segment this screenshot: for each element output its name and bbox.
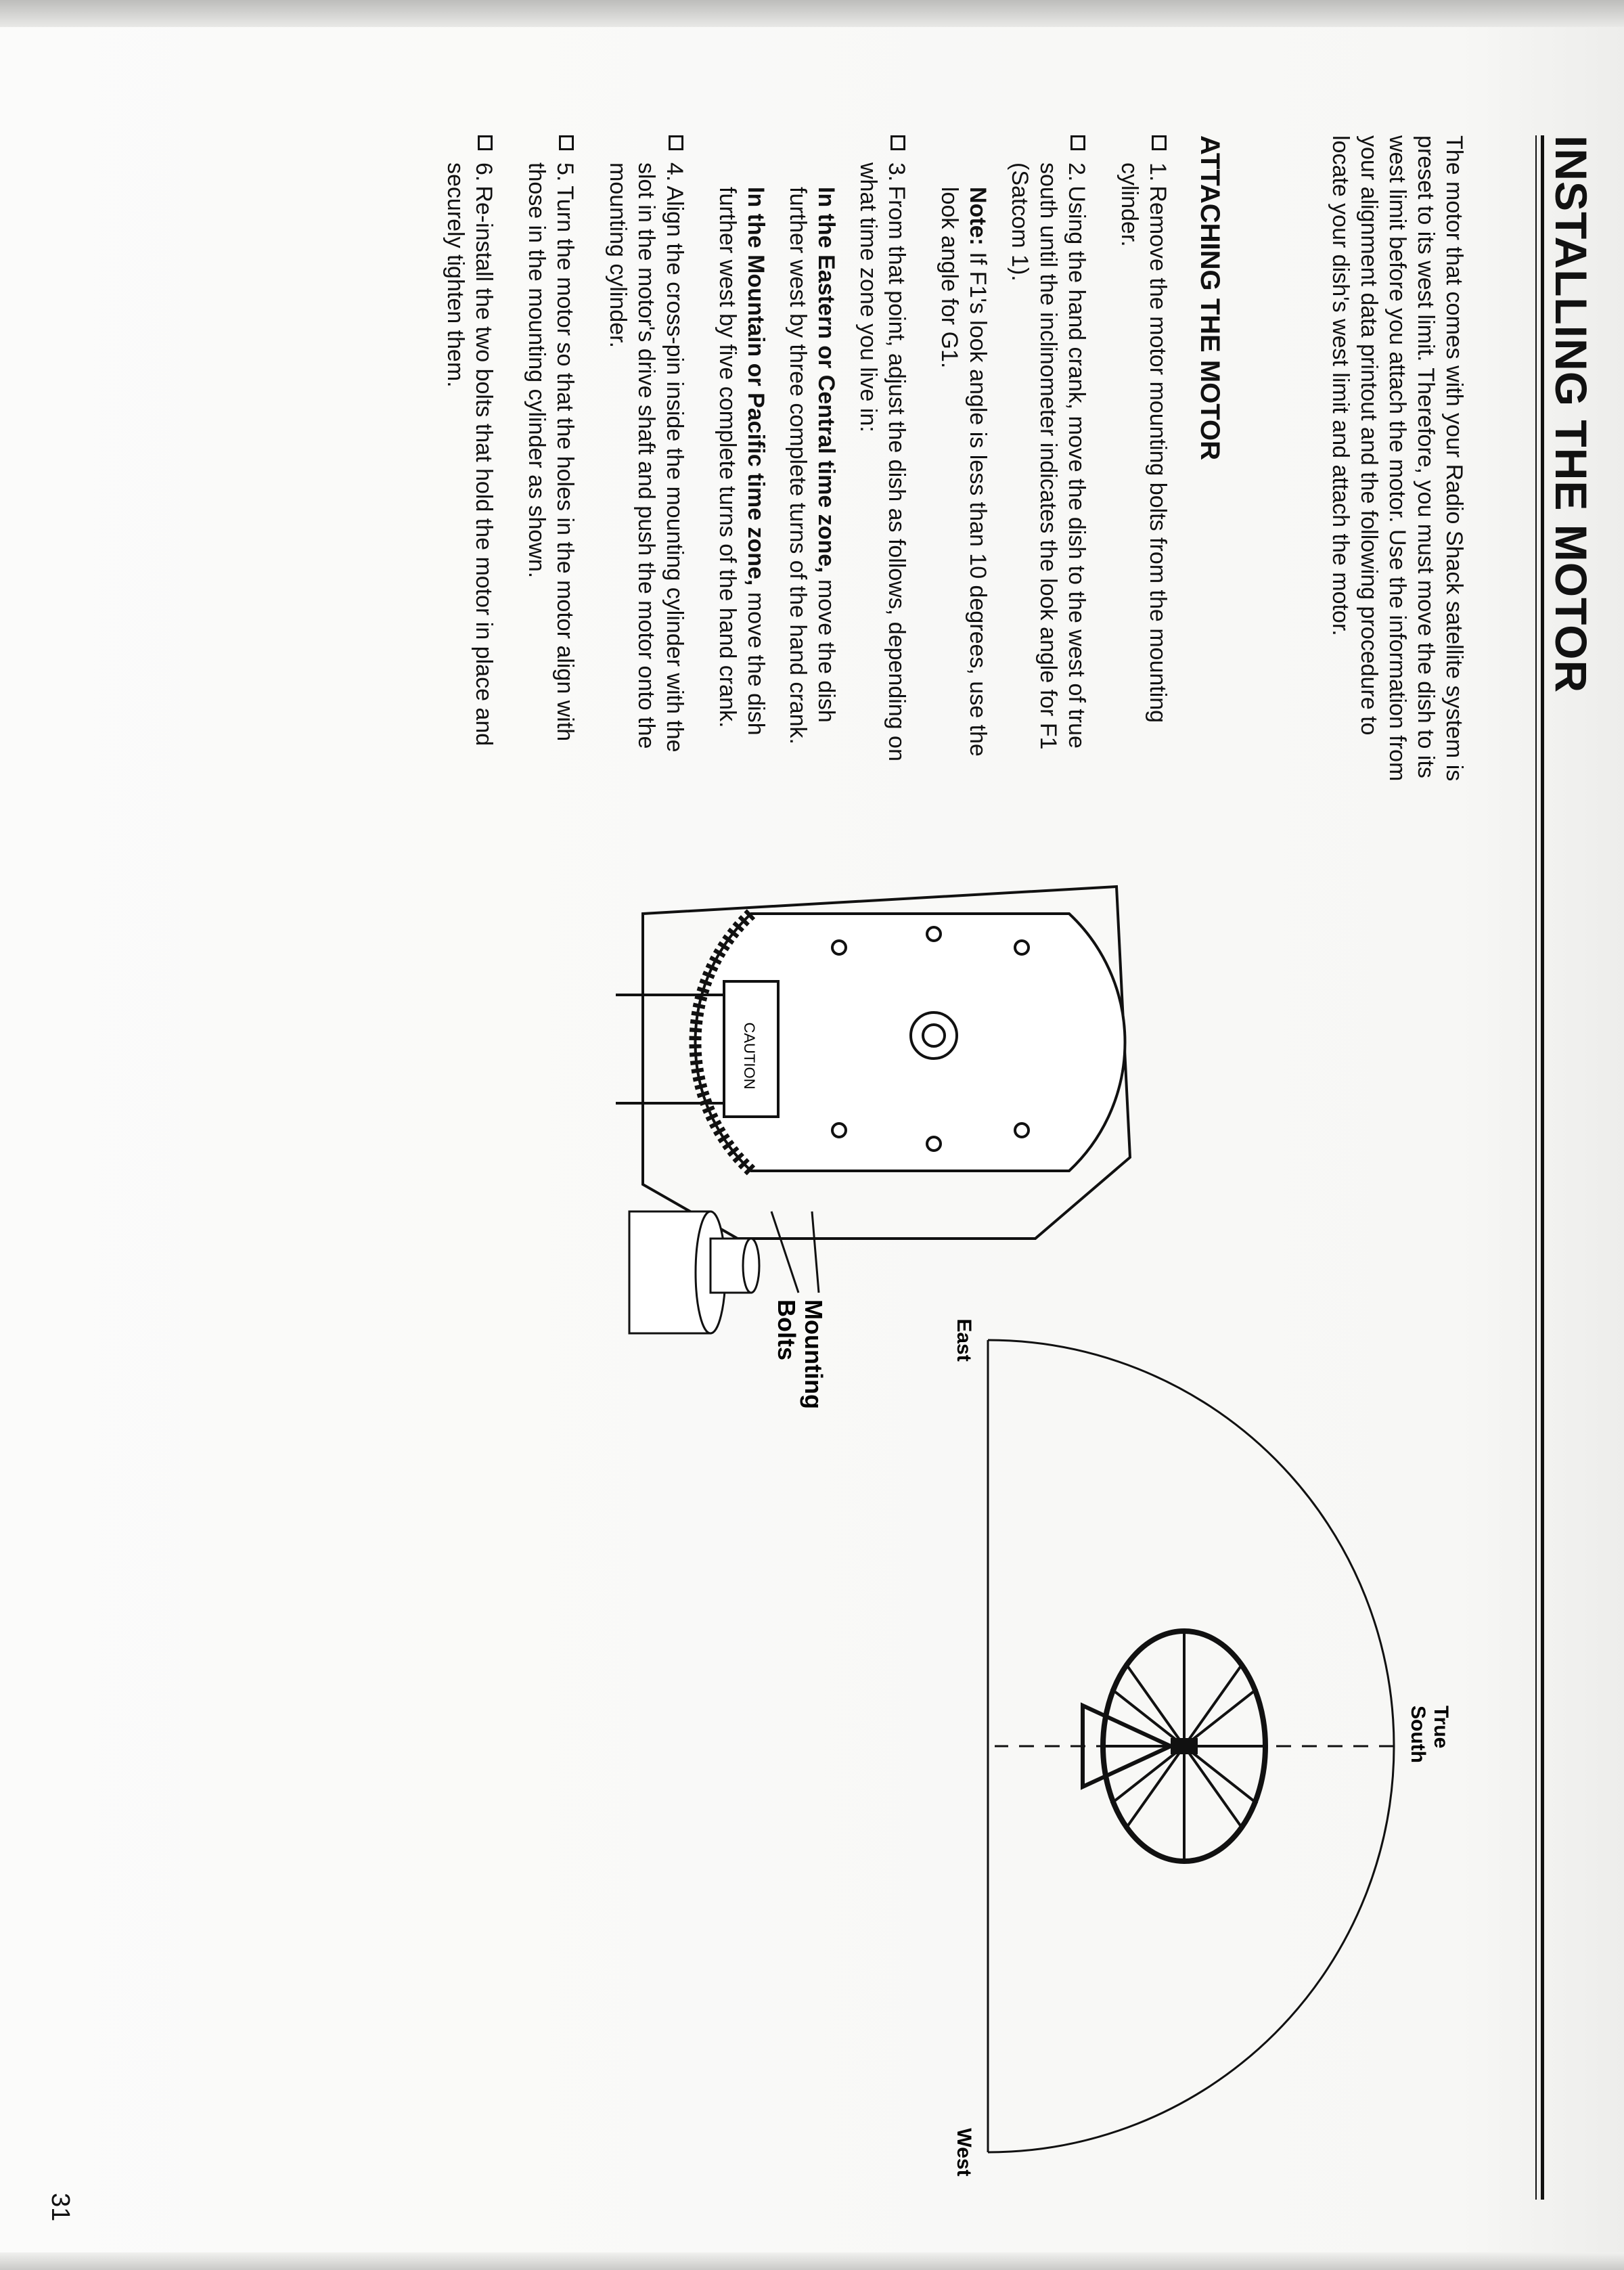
step-text: Using the hand crank, move the dish to the west of true south until the inclinometer indicates the look angle for F1 (Satcom 1). [1007, 162, 1089, 750]
true-south-label-2: South [1407, 1706, 1429, 1763]
title-rule [1535, 135, 1544, 2200]
note-label: Note: [965, 187, 991, 246]
step-number: 5. [552, 162, 578, 182]
step-3 [713, 135, 911, 785]
zone-text: move the dish further west by five complete turns of the hand crank. [715, 187, 769, 736]
step-number: 2. [1064, 162, 1089, 182]
mounting-bolts-label-1: Mounting [800, 1299, 828, 1409]
intro-paragraph: The motor that comes with your Radio Shack satellite system is preset to its west limit. Therefore, you must move the dish to its west limit before you attach the motor. Use the information from your alignment data printout and the following procedure to locate your dish's west limit and attach the motor. [1328, 135, 1467, 782]
step-number: 6. [471, 162, 497, 182]
step-list [417, 135, 1172, 785]
note-paragraph [935, 187, 992, 785]
zone-text: move the dish further west by three complete turns of the hand crank. [785, 187, 839, 744]
checkbox-icon [478, 135, 493, 150]
east-label: East [953, 1318, 975, 1362]
page-title: INSTALLING THE MOTOR [1546, 135, 1596, 694]
dish-arc-diagram [953, 1318, 1452, 2193]
checkbox-icon [559, 135, 574, 150]
checkbox-icon [1152, 135, 1167, 150]
checkbox-icon [890, 135, 905, 150]
mounting-bolts-label-2: Bolts [773, 1299, 800, 1360]
motor-installation-diagram [602, 832, 1157, 1409]
step-1 [1115, 135, 1172, 785]
step-text: Turn the motor so that the holes in the motor align with those in the mounting cylinder as shown. [524, 162, 578, 742]
page-number: 31 [46, 2193, 74, 2222]
step-text: Align the cross-pin inside the mounting cylinder with the slot in the motor's drive shaft and push the motor onto the mounting cylinder. [605, 162, 687, 753]
satellite-dish-icon [1083, 1631, 1265, 1861]
step-text: Re-install the two bolts that hold the motor in place and securely tighten them. [443, 162, 497, 747]
zone-mountain-pacific [713, 187, 770, 785]
checkbox-icon [669, 135, 683, 150]
step-2 [935, 135, 1091, 785]
zone-label: In the Mountain or Pacific time zone, [743, 187, 769, 586]
step-number: 4. [662, 162, 687, 182]
checkbox-icon [1070, 135, 1085, 150]
step-number: 1. [1145, 162, 1171, 182]
zone-label: In the Eastern or Central time zone, [813, 187, 839, 573]
section-heading: ATTACHING THE MOTOR [1195, 135, 1225, 460]
step-6 [441, 135, 498, 785]
west-label: West [953, 2128, 975, 2177]
true-south-label-1: True [1430, 1706, 1452, 1749]
step-text: From that point, adjust the dish as follows, depending on what time zone you live in: [855, 162, 909, 761]
step-5 [522, 135, 579, 785]
step-4 [604, 135, 689, 785]
caution-label: CAUTION [741, 1022, 758, 1090]
note-text: If F1's look angle is less than 10 degrees, use the look angle for G1. [937, 187, 991, 757]
step-number: 3. [884, 162, 909, 182]
zone-eastern-central [784, 187, 840, 785]
step-text: Remove the motor mounting bolts from the mounting cylinder. [1116, 162, 1171, 724]
